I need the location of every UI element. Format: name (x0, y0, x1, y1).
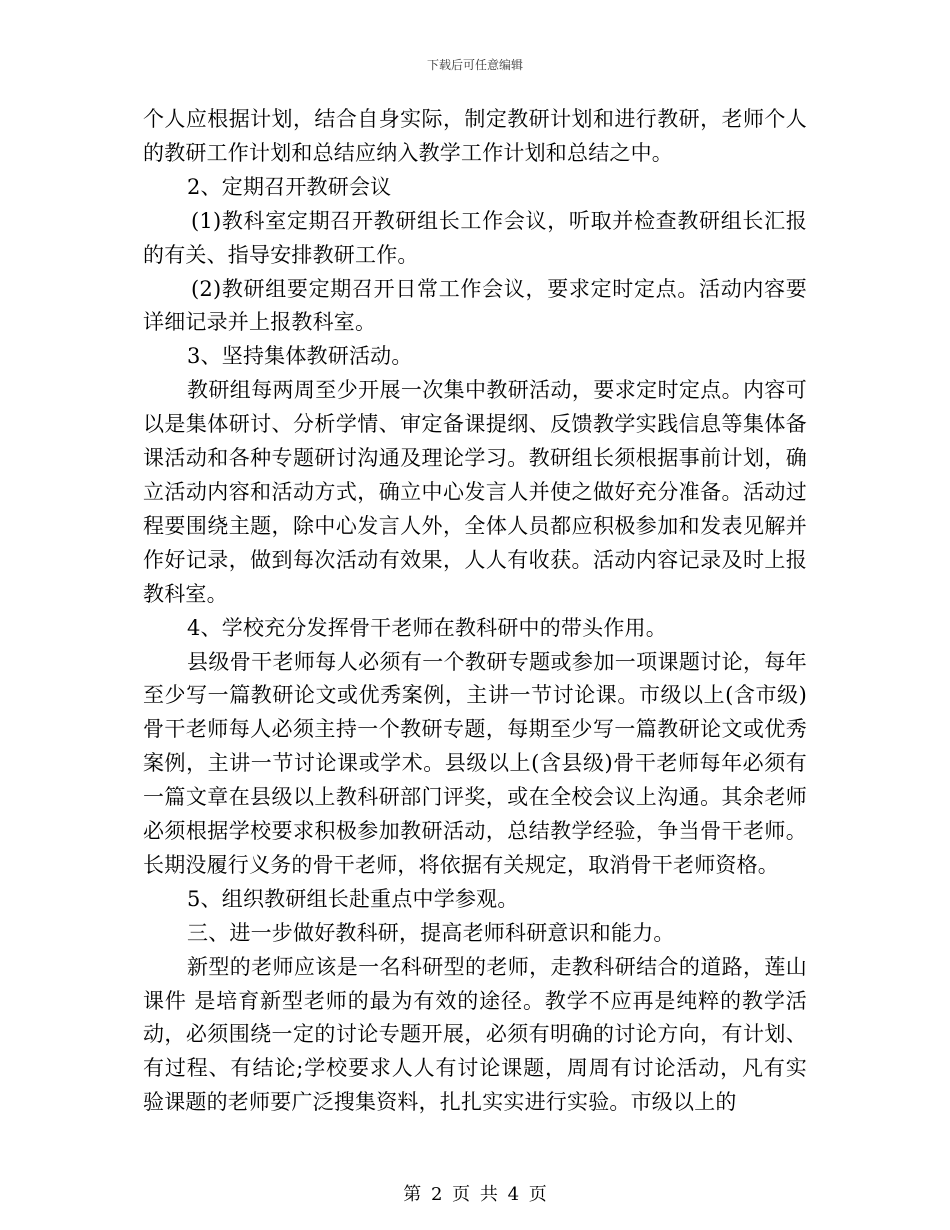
paragraph: 县级骨干老师每人必须有一个教研专题或参加一项课题讨论，每年至少写一篇教研论文或优秀案例，主讲一节讨论课。市级以上(含市级)骨干老师每人必须主持一个教研专题，每期至少写一篇教研论文或优秀案例，主讲一节讨论课或学术。县级以上(含县级)骨干老师每年必须有一篇文章在县级以上教科研部门评奖，或在全校会议上沟通。其余老师必须根据学校要求积极参加教研活动，总结教学经验，争当骨干老师。长期没履行义务的骨干老师，将依据有关规定，取消骨干老师资格。 (143, 649, 807, 877)
paragraph: 教研组每两周至少开展一次集中教研活动，要求定时定点。内容可以是集体研讨、分析学情、审定备课提纲、反馈教学实践信息等集体备课活动和各种专题研讨沟通及理论学习。教研组长须根据事前计划，确立活动内容和活动方式，确立中心发言人并使之做好充分准备。活动过程要围绕主题，除中心发言人外，全体人员都应积极参加和发表见解并作好记录，做到每次活动有效果，人人有收获。活动内容记录及时上报教科室。 (143, 378, 807, 606)
section-heading: 2、定期召开教研会议 (187, 174, 392, 199)
document-body (143, 103, 807, 1120)
page-footer: 第 2 页 共 4 页 (403, 1184, 547, 1205)
section-heading: 4、学校充分发挥骨干老师在教科研中的带头作用。 (187, 615, 667, 640)
paragraph: 新型的老师应该是一名科研型的老师，走教科研结合的道路，莲山课件 是培育新型老师的最为有效的途径。教学不应再是纯粹的教学活动，必须围绕一定的讨论专题开展，必须有明确的讨论方向，有计划、有过程、有结论;学校要求人人有讨论课题，周周有讨论活动，凡有实验课题的老师要广泛搜集资料，扎扎实实进行实验。市级以上的 (143, 954, 807, 1115)
section-heading: 三、进一步做好教科研，提高老师科研意识和能力。 (187, 920, 675, 945)
page-header: 下载后可任意编辑 (426, 58, 523, 72)
paragraph: (1)教科室定期召开教研组长工作会议，听取并检查教研组长汇报的有关、指导安排教研工作。 (143, 208, 807, 267)
section-heading: 5、组织教研组长赴重点中学参观。 (187, 886, 519, 911)
section-heading: 3、坚持集体教研活动。 (187, 344, 413, 369)
paragraph: (2)教研组要定期召开日常工作会议，要求定时定点。活动内容要详细记录并上报教科室。 (143, 276, 807, 335)
paragraph: 个人应根据计划，结合自身实际，制定教研计划和进行教研，老师个人的教研工作计划和总结应纳入教学工作计划和总结之中。 (143, 107, 807, 165)
